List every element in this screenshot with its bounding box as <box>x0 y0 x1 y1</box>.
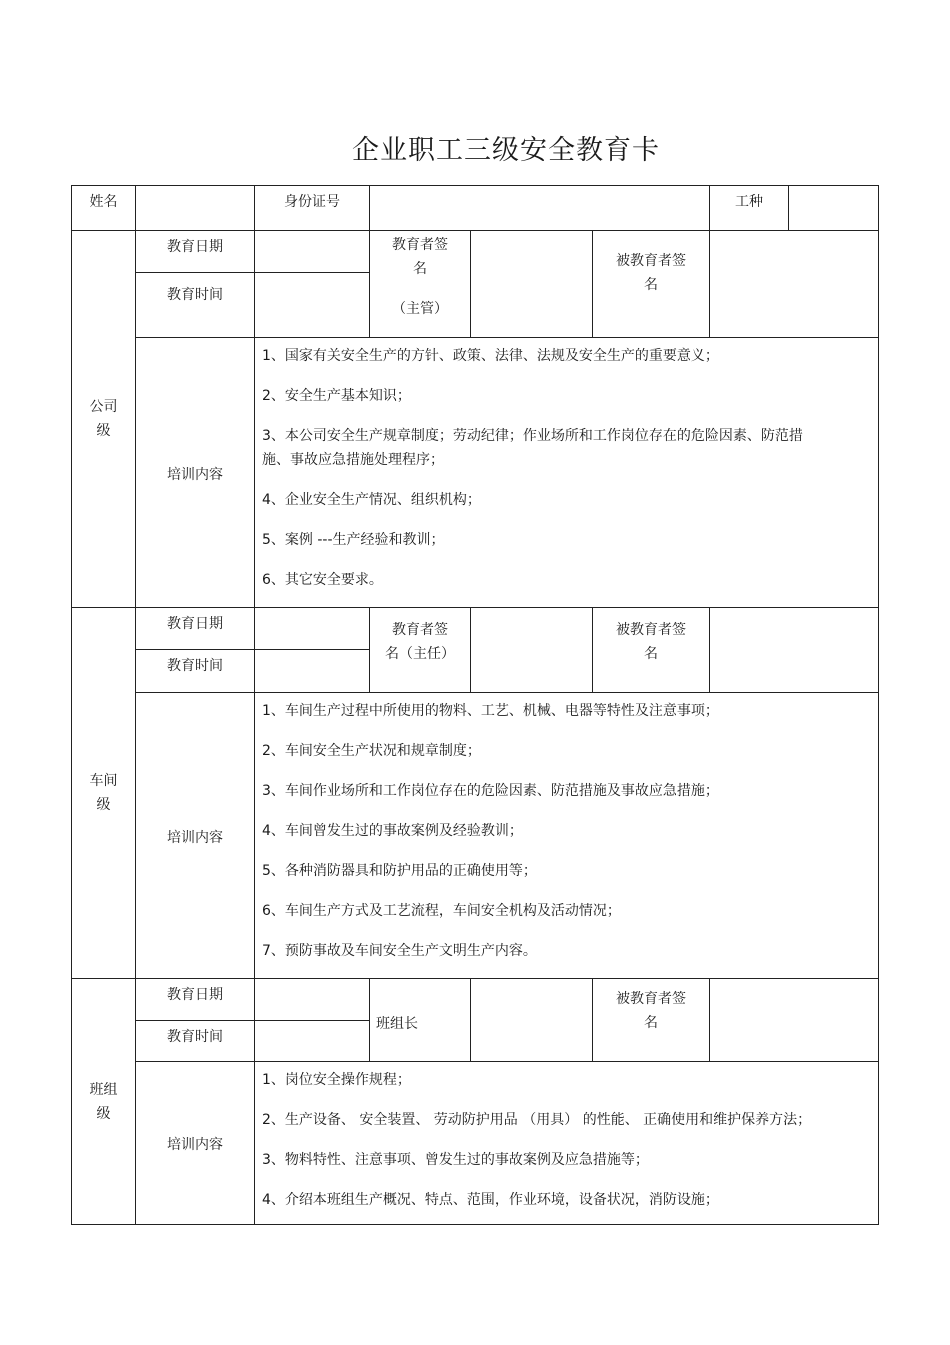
list-item: 1、车间生产过程中所使用的物料、工艺、机械、电器等特性及注意事项； <box>262 703 719 719</box>
workshop-educatee-sign-field[interactable] <box>710 608 879 693</box>
list-item: 2、生产设备、 安全装置、 劳动防护用品 （用具） 的性能、 正确使用和维护保养方法； <box>262 1112 812 1128</box>
team-leader-sign-field[interactable] <box>471 979 593 1062</box>
list-item: 6、车间生产方式及工艺流程，车间安全机构及活动情况； <box>262 903 621 919</box>
job-type-label: 工种 <box>710 186 789 231</box>
workshop-training-content <box>255 693 879 979</box>
company-level-label: 公司 级 <box>72 231 136 608</box>
company-time-field[interactable] <box>255 273 370 338</box>
page-title: 企业职工三级安全教育卡 <box>352 135 660 166</box>
team-training-content <box>255 1062 879 1225</box>
job-type-field[interactable] <box>789 186 879 231</box>
workshop-educatee-sign-label: 被教育者签 名 <box>593 608 710 693</box>
team-time-field[interactable] <box>255 1021 370 1062</box>
list-item: 1、岗位安全操作规程； <box>262 1072 411 1088</box>
team-date-label: 教育日期 <box>136 979 255 1021</box>
id-number-label: 身份证号 <box>255 186 370 231</box>
team-educatee-sign-label: 被教育者签 名 <box>593 979 710 1062</box>
workshop-educator-sign-label: 教育者签 名（主任） <box>370 608 471 693</box>
workshop-date-field[interactable] <box>255 608 370 650</box>
company-date-label: 教育日期 <box>136 231 255 273</box>
company-educator-sign-label: 教育者签 名 （主管） <box>370 231 471 338</box>
education-card-table <box>71 185 879 1225</box>
company-educatee-sign-field[interactable] <box>710 231 879 338</box>
team-level-label: 班组 级 <box>72 979 136 1225</box>
workshop-educator-sign-field[interactable] <box>471 608 593 693</box>
company-date-field[interactable] <box>255 231 370 273</box>
list-item: 4、车间曾发生过的事故案例及经验教训； <box>262 823 523 839</box>
list-item: 6、其它安全要求。 <box>262 572 383 588</box>
company-educator-sign-field[interactable] <box>471 231 593 338</box>
list-item: 2、车间安全生产状况和规章制度； <box>262 743 481 759</box>
list-item: 3、本公司安全生产规章制度；劳动纪律；作业场所和工作岗位存在的危险因素、防范措施、事故应急措施处理程序； <box>262 428 803 468</box>
workshop-training-label: 培训内容 <box>136 693 255 979</box>
team-educatee-sign-field[interactable] <box>710 979 879 1062</box>
company-educatee-sign-label: 被教育者签 名 <box>593 231 710 338</box>
name-field[interactable] <box>136 186 255 231</box>
list-item: 5、案例 ---生产经验和教训； <box>262 532 445 548</box>
team-date-field[interactable] <box>255 979 370 1021</box>
list-item: 2、安全生产基本知识； <box>262 388 411 404</box>
list-item: 1、国家有关安全生产的方针、政策、法律、法规及安全生产的重要意义； <box>262 348 719 364</box>
workshop-date-label: 教育日期 <box>136 608 255 650</box>
id-number-field[interactable] <box>370 186 710 231</box>
workshop-level-label: 车间 级 <box>72 608 136 979</box>
list-item: 4、企业安全生产情况、组织机构； <box>262 492 481 508</box>
list-item: 3、车间作业场所和工作岗位存在的危险因素、防范措施及事故应急措施； <box>262 783 719 799</box>
name-label: 姓名 <box>72 186 136 231</box>
workshop-time-label: 教育时间 <box>136 650 255 693</box>
team-time-label: 教育时间 <box>136 1021 255 1062</box>
company-training-label: 培训内容 <box>136 338 255 608</box>
list-item: 5、各种消防器具和防护用品的正确使用等； <box>262 863 537 879</box>
list-item: 3、物料特性、注意事项、曾发生过的事故案例及应急措施等； <box>262 1152 649 1168</box>
list-item: 7、预防事故及车间安全生产文明生产内容。 <box>262 943 537 959</box>
workshop-time-field[interactable] <box>255 650 370 693</box>
company-training-content <box>255 338 879 608</box>
company-time-label: 教育时间 <box>136 273 255 338</box>
team-training-label: 培训内容 <box>136 1062 255 1225</box>
team-leader-label: 班组长 <box>370 979 471 1062</box>
list-item: 4、介绍本班组生产概况、特点、范围，作业环境，设备状况，消防设施； <box>262 1192 719 1208</box>
